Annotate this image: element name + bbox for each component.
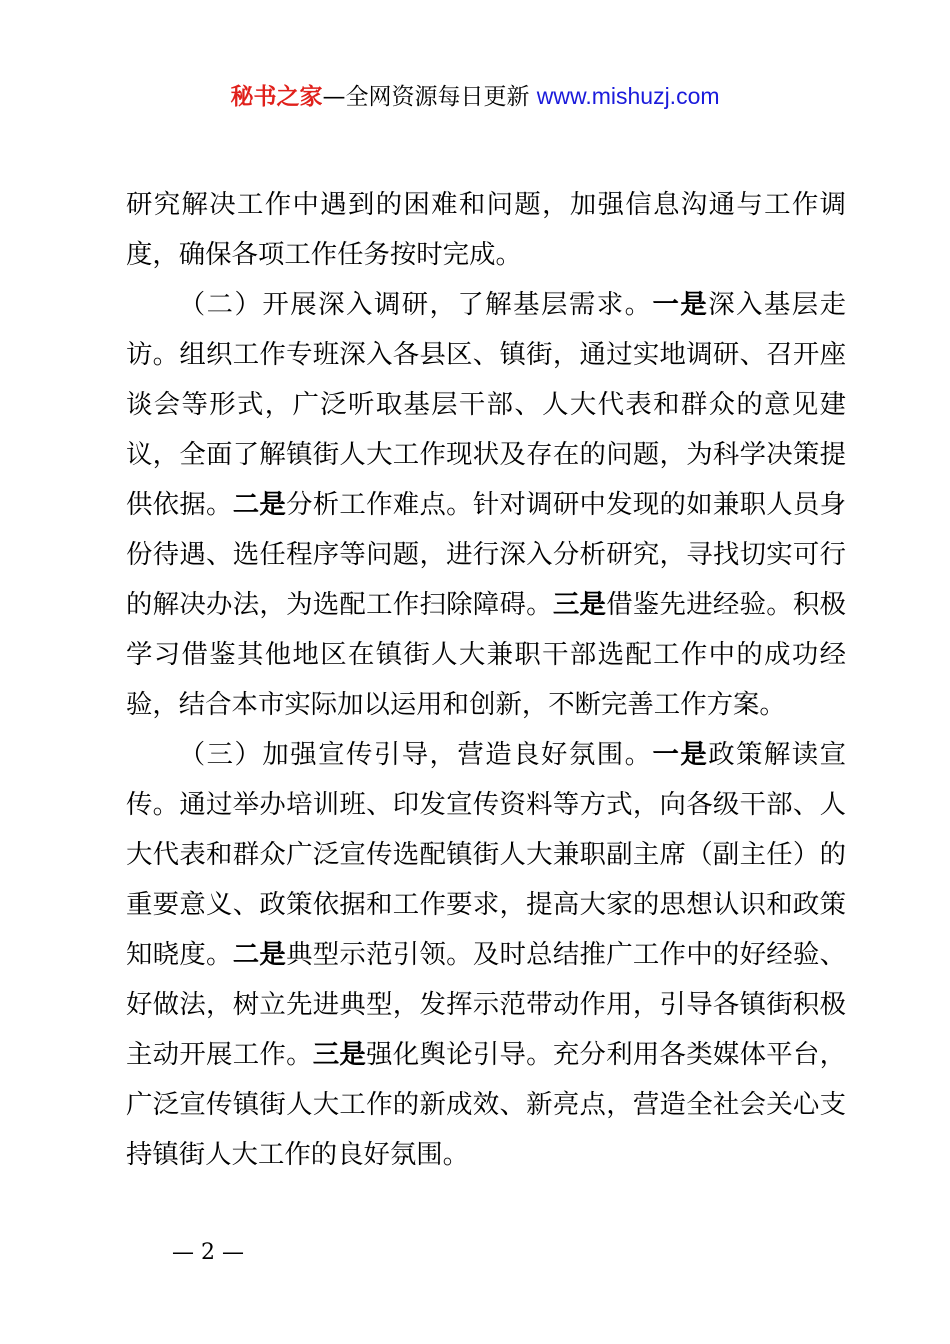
paragraph-text: 研究解决工作中遇到的困难和问题，加强信息沟通与工作调度，确保各项工作任务按时完成。	[126, 189, 846, 270]
page-number: — 2 —	[172, 1240, 244, 1265]
point-marker-third: 三是	[552, 589, 607, 620]
point-marker-first: 一是	[652, 289, 709, 320]
point-marker-second: 二是	[232, 939, 287, 970]
point-text-third: 强化舆论引导。充分利用各类媒体平台，广泛宣传镇街人大工作的新成效、新亮点，营造全社会关心支持镇街人大工作的良好氛围。	[126, 1039, 847, 1170]
paragraph-publicity	[126, 730, 846, 1180]
header-tagline: —全网资源每日更新	[322, 84, 530, 110]
paragraph-research	[126, 280, 846, 730]
brand-name: 秘书之家	[230, 84, 323, 110]
point-text-second: 典型示范引领。及时总结推广工作中的好经验、好做法，树立先进典型，发挥示范带动作用，引导各镇街积极主动开展工作。	[126, 939, 847, 1070]
site-header	[0, 80, 950, 113]
document-body	[126, 180, 846, 1180]
paragraph-continuation	[126, 180, 846, 280]
point-marker-second: 二是	[232, 489, 287, 520]
paragraph-heading: （二）开展深入调研，了解基层需求。	[178, 289, 653, 320]
paragraph-heading: （三）加强宣传引导，营造良好氛围。	[178, 739, 653, 770]
point-text-second: 分析工作难点。针对调研中发现的如兼职人员身份待遇、选任程序等问题，进行深入分析研究，寻找切实可行的解决办法，为选配工作扫除障碍。	[126, 489, 847, 620]
point-text-first: 深入基层走访。组织工作专班深入各县区、镇街，通过实地调研、召开座谈会等形式，广泛听取基层干部、人大代表和群众的意见建议，全面了解镇街人大工作现状及存在的问题，为科学决策提供依据。	[126, 289, 847, 520]
point-text-first: 政策解读宣传。通过举办培训班、印发宣传资料等方式，向各级干部、人大代表和群众广泛宣传选配镇街人大兼职副主席（副主任）的重要意义、政策依据和工作要求，提高大家的思想认识和政策知晓度。	[126, 739, 847, 970]
site-url-link[interactable]: www.mishuzj.com	[536, 83, 720, 109]
point-marker-first: 一是	[652, 739, 709, 770]
point-text-third: 借鉴先进经验。积极学习借鉴其他地区在镇街人大兼职干部选配工作中的成功经验，结合本市实际加以运用和创新，不断完善工作方案。	[126, 589, 847, 720]
point-marker-third: 三是	[312, 1039, 367, 1070]
